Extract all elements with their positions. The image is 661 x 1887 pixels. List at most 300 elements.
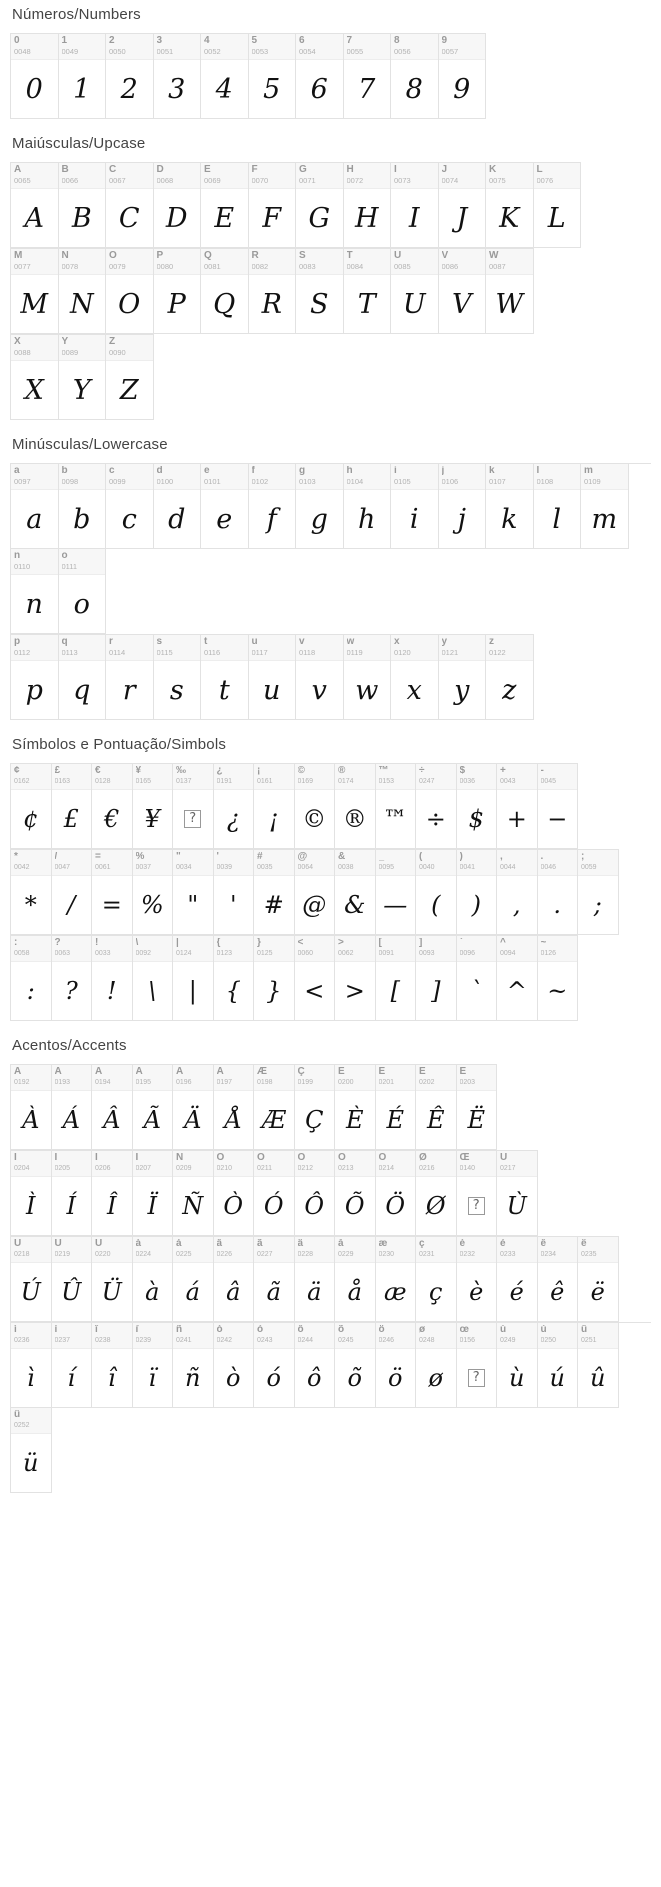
glyph-cell[interactable] (249, 249, 297, 334)
glyph-code-label: 0207 (135, 1165, 152, 1172)
glyph-cell[interactable] (254, 1065, 295, 1150)
glyph-cell[interactable] (391, 249, 439, 334)
glyph-cell[interactable] (254, 850, 295, 935)
glyph-cell[interactable] (578, 850, 619, 935)
glyph-cell[interactable] (295, 1065, 336, 1150)
glyph-cell[interactable] (538, 850, 579, 935)
glyph-preview: £ (63, 805, 79, 833)
glyph-cell[interactable] (296, 34, 344, 119)
glyph-cell[interactable] (201, 464, 249, 549)
glyph-preview: Ç (305, 1106, 324, 1134)
glyph-code-label: 0091 (378, 950, 395, 957)
glyph-cell[interactable] (11, 1408, 52, 1493)
glyph-meta (335, 1323, 375, 1349)
glyph-cell[interactable] (52, 764, 93, 849)
glyph-meta (214, 1323, 254, 1349)
glyph-preview: * (24, 891, 37, 919)
glyph-cell[interactable] (92, 850, 133, 935)
glyph-char-label: - (540, 766, 544, 776)
glyph-cell[interactable] (391, 34, 439, 119)
glyph-cell[interactable] (254, 764, 295, 849)
glyph-code-label: 0218 (14, 1251, 30, 1258)
glyph-char-label: ] (419, 938, 423, 948)
glyph-cell[interactable] (133, 936, 174, 1021)
glyph-cell[interactable] (497, 1151, 538, 1236)
glyph-cell[interactable] (214, 850, 255, 935)
glyph-cell[interactable] (173, 1237, 214, 1322)
glyph-cell[interactable] (416, 1323, 457, 1408)
glyph-code-label: 0228 (297, 1251, 314, 1258)
glyph-preview: Ó (263, 1192, 284, 1220)
glyph-cell[interactable] (133, 764, 174, 849)
glyph-meta (439, 34, 486, 60)
glyph-cell[interactable] (11, 764, 52, 849)
glyph-cell[interactable] (486, 464, 534, 549)
glyph-cell[interactable] (457, 1065, 498, 1150)
glyph-char-label: 7 (346, 36, 353, 46)
glyph-cell[interactable] (344, 163, 392, 248)
glyph-meta (249, 163, 296, 189)
glyph-cell[interactable] (214, 1323, 255, 1408)
glyph-meta (376, 936, 416, 962)
glyph-cell[interactable] (92, 936, 133, 1021)
glyph-cell[interactable] (249, 464, 297, 549)
glyph-preview: l (552, 503, 562, 535)
glyph-code-label: 0059 (581, 864, 597, 871)
glyph-char-label: c (109, 466, 115, 476)
glyph-meta (376, 764, 416, 790)
glyph-cell[interactable] (173, 1151, 214, 1236)
glyph-cell[interactable] (335, 1323, 376, 1408)
glyph-char-label: î (95, 1325, 98, 1335)
glyph-meta (52, 1151, 92, 1177)
glyph-cell[interactable] (52, 850, 93, 935)
glyph-meta (335, 764, 375, 790)
glyph-cell[interactable] (11, 1323, 52, 1408)
glyph-char-label: L (536, 165, 543, 175)
glyph-meta (335, 850, 375, 876)
glyph-preview: Û (61, 1278, 82, 1306)
glyph-cell[interactable] (335, 850, 376, 935)
glyph-cell[interactable] (214, 1151, 255, 1236)
glyph-cell[interactable] (106, 249, 154, 334)
glyph-char-label: q (61, 637, 68, 647)
glyph-code-label: 0042 (14, 864, 30, 871)
glyph-cell[interactable] (439, 34, 487, 119)
glyph-char-label: ã (257, 1239, 263, 1249)
glyph-cell[interactable] (439, 635, 487, 720)
glyph-cell[interactable] (457, 1237, 498, 1322)
glyph-cell[interactable] (416, 1065, 457, 1150)
glyph-cell[interactable] (439, 163, 487, 248)
glyph-preview: õ (347, 1364, 362, 1392)
glyph-code-label: 0079 (109, 263, 126, 271)
glyph-char-label: $ (459, 766, 466, 776)
glyph-cell[interactable] (457, 764, 498, 849)
glyph-char-label: H (346, 165, 354, 175)
glyph-meta (92, 850, 132, 876)
glyph-cell[interactable] (254, 936, 295, 1021)
glyph-cell[interactable] (538, 764, 579, 849)
glyph-cell[interactable] (497, 1237, 538, 1322)
glyph-char-label: ¿ (216, 766, 223, 776)
glyph-cell[interactable] (11, 549, 59, 634)
glyph-cell[interactable] (439, 464, 487, 549)
glyph-cell[interactable] (92, 1323, 133, 1408)
glyph-cell[interactable] (344, 249, 392, 334)
glyph-cell[interactable] (59, 163, 107, 248)
glyph-cell[interactable] (296, 635, 344, 720)
glyph-cell[interactable] (497, 850, 538, 935)
glyph-cell[interactable] (59, 549, 107, 634)
glyph-meta (416, 1237, 456, 1263)
glyph-char-label: ‰ (176, 766, 186, 776)
glyph-preview: ê (550, 1278, 565, 1306)
glyph-preview: = (101, 891, 122, 919)
glyph-cell[interactable] (295, 936, 336, 1021)
glyph-meta (154, 163, 201, 189)
glyph-cell[interactable] (254, 1323, 295, 1408)
glyph-cell[interactable] (497, 936, 538, 1021)
glyph-grid-row (10, 1150, 538, 1236)
glyph-cell[interactable] (486, 163, 534, 248)
glyph-code-label: 0093 (419, 950, 435, 957)
section-title: Minúsculas/Lowercase (12, 436, 168, 453)
glyph-cell[interactable] (59, 635, 107, 720)
glyph-cell[interactable] (11, 34, 59, 119)
glyph-cell[interactable] (154, 464, 202, 549)
glyph-code-label: 0211 (257, 1165, 273, 1172)
glyph-char-label: Z (109, 337, 116, 347)
glyph-cell[interactable] (173, 936, 214, 1021)
glyph-cell[interactable] (52, 1237, 93, 1322)
glyph-meta (59, 335, 106, 361)
glyph-cell[interactable] (11, 850, 52, 935)
glyph-preview: í (67, 1364, 76, 1392)
glyph-char-label: a (14, 466, 20, 476)
glyph-cell[interactable] (92, 1237, 133, 1322)
glyph-cell[interactable] (295, 850, 336, 935)
glyph-meta (295, 1065, 335, 1091)
glyph-code-label: 0039 (216, 864, 233, 871)
glyph-cell[interactable] (11, 1065, 52, 1150)
glyph-cell[interactable] (254, 1237, 295, 1322)
glyph-cell[interactable] (133, 1065, 174, 1150)
glyph-cell[interactable] (201, 249, 249, 334)
glyph-meta (11, 335, 58, 361)
glyph-cell[interactable] (11, 635, 59, 720)
glyph-cell[interactable] (214, 1065, 255, 1150)
glyph-code-label: 0156 (459, 1337, 476, 1344)
glyph-cell[interactable] (173, 850, 214, 935)
glyph-preview: ] (431, 977, 441, 1005)
glyph-cell[interactable] (133, 850, 174, 935)
glyph-code-label: 0034 (176, 864, 192, 871)
glyph-cell[interactable] (214, 1237, 255, 1322)
glyph-char-label: ( (419, 852, 423, 862)
glyph-preview: B (71, 202, 92, 234)
glyph-meta (201, 464, 248, 490)
glyph-cell[interactable] (59, 249, 107, 334)
glyph-preview: ñ (185, 1364, 201, 1392)
glyph-cell[interactable] (106, 464, 154, 549)
glyph-preview: 0 (25, 73, 43, 105)
glyph-meta (416, 764, 456, 790)
glyph-cell[interactable] (249, 635, 297, 720)
glyph-cell[interactable] (296, 464, 344, 549)
glyph-cell[interactable] (534, 464, 582, 549)
glyph-cell[interactable] (391, 163, 439, 248)
glyph-code-label: 0112 (14, 649, 31, 657)
glyph-cell[interactable] (249, 163, 297, 248)
glyph-char-label: O (109, 251, 117, 261)
glyph-code-label: 0080 (156, 263, 174, 271)
glyph-meta (214, 1237, 254, 1263)
glyph-cell[interactable] (439, 249, 487, 334)
glyph-char-label: u (251, 637, 258, 647)
glyph-cell[interactable] (106, 34, 154, 119)
glyph-cell[interactable] (335, 764, 376, 849)
glyph-cell[interactable] (416, 850, 457, 935)
glyph-cell[interactable] (578, 1323, 619, 1408)
glyph-cell[interactable] (173, 764, 214, 849)
glyph-preview: / (67, 891, 76, 919)
glyph-meta (133, 1323, 173, 1349)
glyph-code-label: 0235 (581, 1251, 597, 1258)
glyph-char-label: Õ (338, 1153, 346, 1163)
glyph-char-label: 1 (61, 36, 68, 46)
glyph-cell[interactable] (486, 249, 534, 334)
glyph-grid-row (10, 849, 619, 935)
glyph-code-label: 0192 (14, 1079, 30, 1086)
glyph-cell[interactable] (173, 1323, 214, 1408)
glyph-cell[interactable] (11, 163, 59, 248)
glyph-grid-row (10, 248, 534, 334)
glyph-cell[interactable] (201, 34, 249, 119)
glyph-code-label: 0095 (378, 864, 395, 871)
glyph-cell[interactable] (391, 635, 439, 720)
glyph-cell[interactable] (59, 34, 107, 119)
glyph-char-label: + (500, 766, 506, 776)
glyph-cell[interactable] (344, 464, 392, 549)
glyph-cell[interactable] (11, 1151, 52, 1236)
section-title: Símbolos e Pontuação/Simbols (12, 736, 227, 753)
glyph-code-label: 0097 (14, 478, 31, 486)
glyph-cell[interactable] (457, 1151, 498, 1236)
glyph-code-label: 0216 (419, 1165, 435, 1172)
glyph-cell[interactable] (296, 249, 344, 334)
glyph-cell[interactable] (173, 1065, 214, 1150)
glyph-cell[interactable] (335, 1065, 376, 1150)
glyph-cell[interactable] (581, 464, 629, 549)
glyph-char-label: | (176, 938, 179, 948)
glyph-cell[interactable] (376, 764, 417, 849)
glyph-grid-row (10, 634, 534, 720)
glyph-code-label: 0118 (299, 649, 316, 657)
glyph-preview: Ø (425, 1192, 446, 1220)
glyph-cell[interactable] (52, 1065, 93, 1150)
glyph-cell[interactable] (295, 1237, 336, 1322)
glyph-preview: 6 (310, 73, 328, 105)
glyph-preview: H (354, 202, 379, 234)
glyph-cell[interactable] (376, 850, 417, 935)
glyph-cell[interactable] (106, 335, 154, 420)
glyph-code-label: 0246 (378, 1337, 395, 1344)
glyph-cell[interactable] (538, 936, 579, 1021)
glyph-cell[interactable] (376, 936, 417, 1021)
glyph-grid-row (10, 334, 154, 420)
glyph-code-label: 0075 (489, 177, 506, 185)
glyph-preview: ; (593, 891, 602, 919)
glyph-code-label: 0210 (216, 1165, 233, 1172)
glyph-meta (249, 464, 296, 490)
glyph-cell[interactable] (457, 1323, 498, 1408)
glyph-preview: ™ (383, 805, 408, 833)
glyph-code-label: 0083 (299, 263, 316, 271)
glyph-meta (52, 850, 92, 876)
glyph-code-label: 0247 (419, 778, 435, 785)
glyph-cell[interactable] (497, 1323, 538, 1408)
glyph-grid-row (10, 463, 651, 634)
glyph-cell[interactable] (11, 335, 59, 420)
glyph-cell[interactable] (538, 1323, 579, 1408)
glyph-cell[interactable] (201, 635, 249, 720)
glyph-cell[interactable] (416, 1151, 457, 1236)
glyph-code-label: 0089 (61, 349, 79, 357)
glyph-cell[interactable] (335, 1237, 376, 1322)
glyph-cell[interactable] (133, 1323, 174, 1408)
glyph-meta (296, 464, 343, 490)
glyph-cell[interactable] (92, 764, 133, 849)
glyph-meta (335, 1237, 375, 1263)
glyph-meta (538, 936, 578, 962)
glyph-meta (457, 1151, 497, 1177)
glyph-char-label: í (54, 1325, 58, 1335)
glyph-meta (296, 635, 343, 661)
glyph-cell[interactable] (497, 764, 538, 849)
glyph-code-label: 0116 (204, 649, 221, 657)
glyph-cell[interactable] (106, 163, 154, 248)
glyph-code-label: 0205 (54, 1165, 71, 1172)
glyph-cell[interactable] (201, 163, 249, 248)
glyph-cell[interactable] (11, 1237, 52, 1322)
glyph-cell[interactable] (11, 936, 52, 1021)
glyph-cell[interactable] (295, 1323, 336, 1408)
glyph-preview: ô (307, 1364, 322, 1392)
glyph-code-label: 0193 (54, 1079, 71, 1086)
glyph-cell[interactable] (295, 764, 336, 849)
glyph-meta (11, 1237, 51, 1263)
glyph-cell[interactable] (59, 464, 107, 549)
glyph-cell[interactable] (486, 635, 534, 720)
glyph-code-label: 0107 (489, 478, 506, 486)
glyph-preview: c (121, 503, 137, 535)
glyph-char-label: È (338, 1067, 345, 1077)
glyph-code-label: 0066 (61, 177, 79, 185)
glyph-cell[interactable] (106, 635, 154, 720)
glyph-cell[interactable] (11, 249, 59, 334)
glyph-cell[interactable] (214, 764, 255, 849)
glyph-cell[interactable] (254, 1151, 295, 1236)
glyph-code-label: 0234 (540, 1251, 557, 1258)
glyph-cell[interactable] (154, 34, 202, 119)
glyph-cell[interactable] (344, 34, 392, 119)
glyph-cell[interactable] (391, 464, 439, 549)
glyph-cell[interactable] (52, 1323, 93, 1408)
glyph-cell[interactable] (154, 635, 202, 720)
glyph-char-label: Ï (135, 1153, 139, 1163)
glyph-preview: ¥ (144, 805, 160, 833)
glyph-cell[interactable] (249, 34, 297, 119)
glyph-code-label: 0196 (176, 1079, 192, 1086)
glyph-cell[interactable] (335, 936, 376, 1021)
glyph-char-label: Ä (176, 1067, 184, 1077)
glyph-cell[interactable] (154, 249, 202, 334)
glyph-grid-row (10, 162, 581, 248)
glyph-preview (173, 790, 213, 848)
glyph-char-label: y (441, 637, 448, 647)
glyph-cell[interactable] (344, 635, 392, 720)
glyph-char-label: T (346, 251, 353, 261)
glyph-meta (133, 1237, 173, 1263)
glyph-meta (416, 850, 456, 876)
glyph-cell[interactable] (296, 163, 344, 248)
glyph-cell[interactable] (538, 1237, 579, 1322)
glyph-char-label: ì (14, 1325, 17, 1335)
glyph-char-label: l (536, 466, 540, 476)
glyph-cell[interactable] (416, 764, 457, 849)
glyph-meta (249, 34, 296, 60)
glyph-cell[interactable] (154, 163, 202, 248)
glyph-cell[interactable] (92, 1065, 133, 1150)
glyph-cell[interactable] (52, 1151, 93, 1236)
glyph-cell[interactable] (52, 936, 93, 1021)
glyph-cell[interactable] (92, 1151, 133, 1236)
glyph-cell[interactable] (416, 936, 457, 1021)
glyph-code-label: 0202 (419, 1079, 435, 1086)
glyph-meta (376, 850, 416, 876)
glyph-cell[interactable] (376, 1323, 417, 1408)
glyph-cell[interactable] (214, 936, 255, 1021)
glyph-preview: å (347, 1278, 362, 1306)
glyph-preview: ÷ (425, 805, 446, 833)
glyph-cell[interactable] (457, 850, 498, 935)
glyph-cell[interactable] (416, 1237, 457, 1322)
glyph-char-label: E (204, 165, 211, 175)
glyph-meta (11, 1323, 51, 1349)
glyph-char-label: ç (419, 1239, 425, 1249)
glyph-cell[interactable] (133, 1151, 174, 1236)
glyph-cell[interactable] (376, 1237, 417, 1322)
glyph-cell[interactable] (534, 163, 582, 248)
glyph-cell[interactable] (376, 1151, 417, 1236)
glyph-cell[interactable] (376, 1065, 417, 1150)
glyph-char-label: g (299, 466, 306, 476)
glyph-char-label: X (14, 337, 21, 347)
glyph-preview: b (73, 503, 91, 535)
glyph-code-label: 0061 (95, 864, 111, 871)
glyph-cell[interactable] (133, 1237, 174, 1322)
glyph-char-label: ù (500, 1325, 507, 1335)
glyph-cell[interactable] (295, 1151, 336, 1236)
glyph-char-label: & (338, 852, 346, 862)
glyph-cell[interactable] (59, 335, 107, 420)
glyph-cell[interactable] (457, 936, 498, 1021)
glyph-cell[interactable] (335, 1151, 376, 1236)
glyph-cell[interactable] (578, 1237, 619, 1322)
glyph-preview: E (214, 202, 235, 234)
glyph-cell[interactable] (11, 464, 59, 549)
